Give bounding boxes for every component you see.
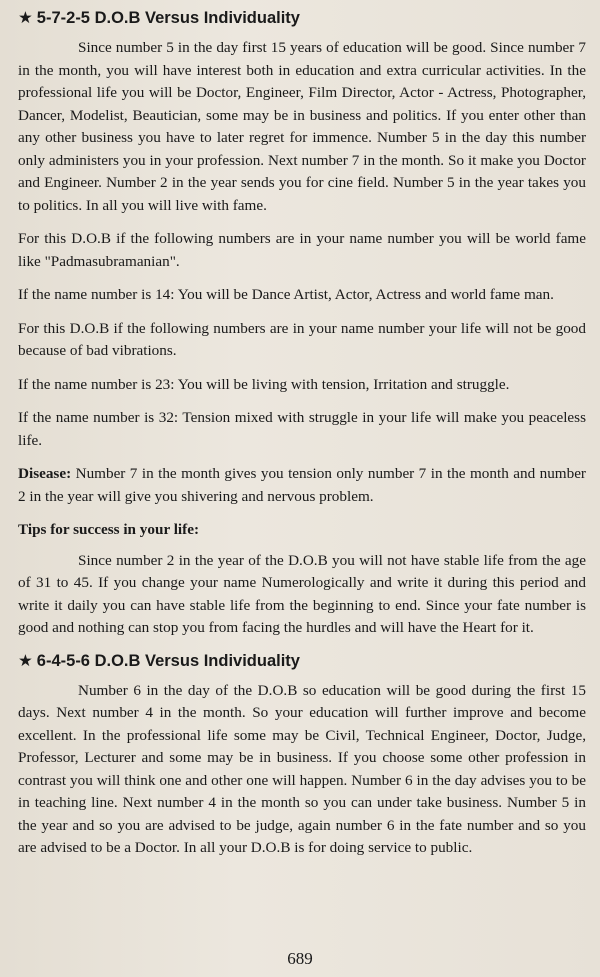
paragraph-disease — [18, 463, 586, 508]
paragraph-bad-vibrations: For this D.O.B if the following numbers are in your name number your life will not be good because of bad vibrations. — [18, 319, 586, 359]
disease-text: Number 7 in the month gives you tension only number 7 in the month and number 2 in the year will give you shivering and nervous problem. — [18, 465, 586, 505]
disease-label: Disease: — [18, 465, 72, 482]
section-heading-6456 — [18, 651, 586, 671]
star-icon: ★ — [18, 651, 33, 670]
paragraph-6456: Number 6 in the day of the D.O.B so education will be good during the first 15 days. Next number 4 in the month. So your education will further improve and become excellent. In the professional life some may be Civil, Technical Engineer, Doctor, Judge, Professor, Lecturer and some may be in business. If you choose some other profession in contrast you will think one and other one will happen. Number 6 in the day advises you to be in teaching line. Next number 4 in the month so you can under take business. Number 5 in the year and so you are advised to be judge, again number 6 in the fate number and so you are advised to be a Doctor. In all your D.O.B is for doing service to public. — [18, 681, 586, 856]
tips-title: Tips for success in your life: — [18, 521, 199, 538]
paragraph-name-14: If the name number is 14: You will be Dance Artist, Actor, Actress and world fame man. — [18, 286, 554, 303]
paragraph-name-23: If the name number is 23: You will be living with tension, Irritation and struggle. — [18, 375, 510, 393]
paragraph-name-32: If the name number is 32: Tension mixed with struggle in your life will make you peaceless life. — [18, 409, 586, 449]
page-number: 689 — [287, 949, 313, 968]
paragraph-intro: Since number 5 in the day first 15 years of education will be good. Since number 7 in the month, you will have interest both in education and extra curricular activities. In the professional life you will be Doctor, Engineer, Film Director, Actor - Actress, Photographer, Dancer, Modelist, Beautician, some may be in business and politics. If you enter other than any other business you have to later regret for immence. Number 5 in the day this number only administers you in your profession. Next number 7 in the month. So it make you Doctor and Engineer. Number 2 in the year sends you for cine field. Number 5 in the year takes you to politics. In all you will live with fame. — [18, 39, 586, 214]
star-icon: ★ — [18, 9, 33, 27]
heading-text: 6-4-5-6 D.O.B Versus Individuality — [36, 651, 300, 670]
paragraph-world-fame: For this D.O.B if the following numbers are in your name number you will be world fame like "Padmasubramanian". — [18, 230, 586, 270]
paragraph-tips: Since number 2 in the year of the D.O.B you will not have stable life from the age of 31 to 45. If you change your name Numerologically and write it during this period and write it daily you can have stable life from the beginning to end. Since your fate number is good and nothing can stop you from facing the hurdles and will have the Heart for it. — [18, 551, 586, 636]
section-heading-5725 — [18, 8, 586, 28]
heading-text: 5-7-2-5 D.O.B Versus Individuality — [36, 9, 300, 27]
